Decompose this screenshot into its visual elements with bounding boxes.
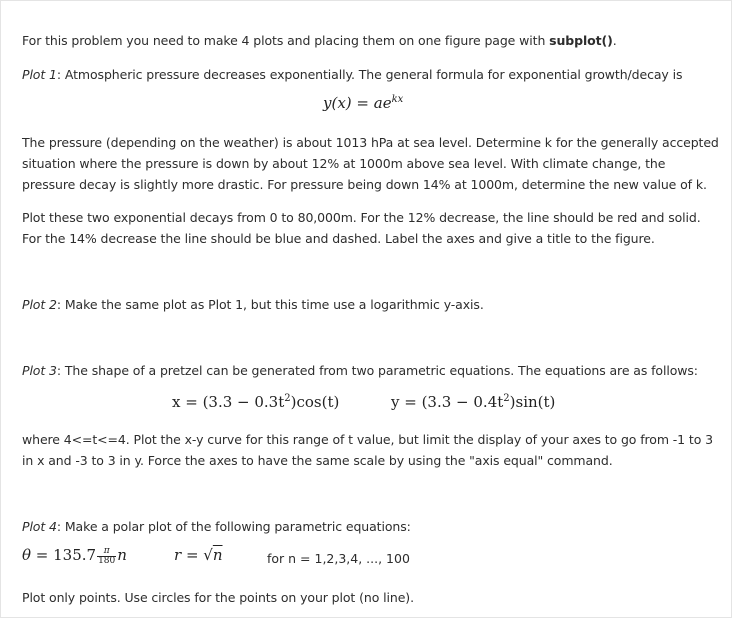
plot1-heading: Plot 1: Atmospheric pressure decreases exponentially. The general formula for exponential growth/decay is xyxy=(22,67,683,82)
plot2-label: Plot 2 xyxy=(22,297,57,312)
plot1-paragraph-2: The pressure (depending on the weather) is about 1013 hPa at sea level. Determine k for the generally accepted situation where the pressure is down by about 12% at 1000m above sea level. With climate change, the pressure decay is slightly more drastic. For pressure being down 14% at 1000m, determine the new value of k. xyxy=(22,135,719,192)
pretzel-y-equation: $y = (3.3 - 0.4t^2)\sin(t)$ xyxy=(391,393,556,411)
plot3-paragraph: where 4<=t<=4. Plot the x-y curve for this range of t value, but limit the display of your axes to go from -1 to 3 in x and -3 to 3 in y. Force the axes to have the same scale by using the "axis equal" command. xyxy=(22,432,713,468)
plot3-label: Plot 3 xyxy=(22,363,57,378)
exponential-equation: $y(x) = ae^{kx}$ xyxy=(323,94,404,112)
radius-equation: r = √n xyxy=(174,546,223,564)
plot1-paragraph-3: Plot these two exponential decays from 0 to 80,000m. For the 12% decrease, the line should be red and solid. For the 14% decrease the line should be blue and dashed. Label the axes and give a title to the figure. xyxy=(22,210,701,246)
plot3-heading: Plot 3: The shape of a pretzel can be generated from two parametric equations. The equations are as follows: xyxy=(22,363,698,378)
plot2-paragraph: Plot 2: Make the same plot as Plot 1, but this time use a logarithmic y-axis. xyxy=(22,297,484,312)
n-range: for n = 1,2,3,4, ..., 100 xyxy=(267,551,410,566)
plot1-label: Plot 1 xyxy=(22,67,57,82)
pretzel-x-equation: $x = (3.3 - 0.3t^2)\cos(t)$ xyxy=(172,393,340,411)
subplot-function: subplot() xyxy=(549,33,613,48)
plot4-heading: Plot 4: Make a polar plot of the following parametric equations: xyxy=(22,519,411,534)
plot4-label: Plot 4 xyxy=(22,519,57,534)
pi-over-180-fraction: $\frac{\pi}{180}$ xyxy=(98,545,116,566)
intro-paragraph: For this problem you need to make 4 plots and placing them on one figure page with subplot(). xyxy=(22,33,617,48)
plot4-final-paragraph: Plot only points. Use circles for the points on your plot (no line). xyxy=(22,590,414,605)
theta-equation: θ = 135.7 $\frac{\pi}{180}$ n xyxy=(22,545,127,566)
